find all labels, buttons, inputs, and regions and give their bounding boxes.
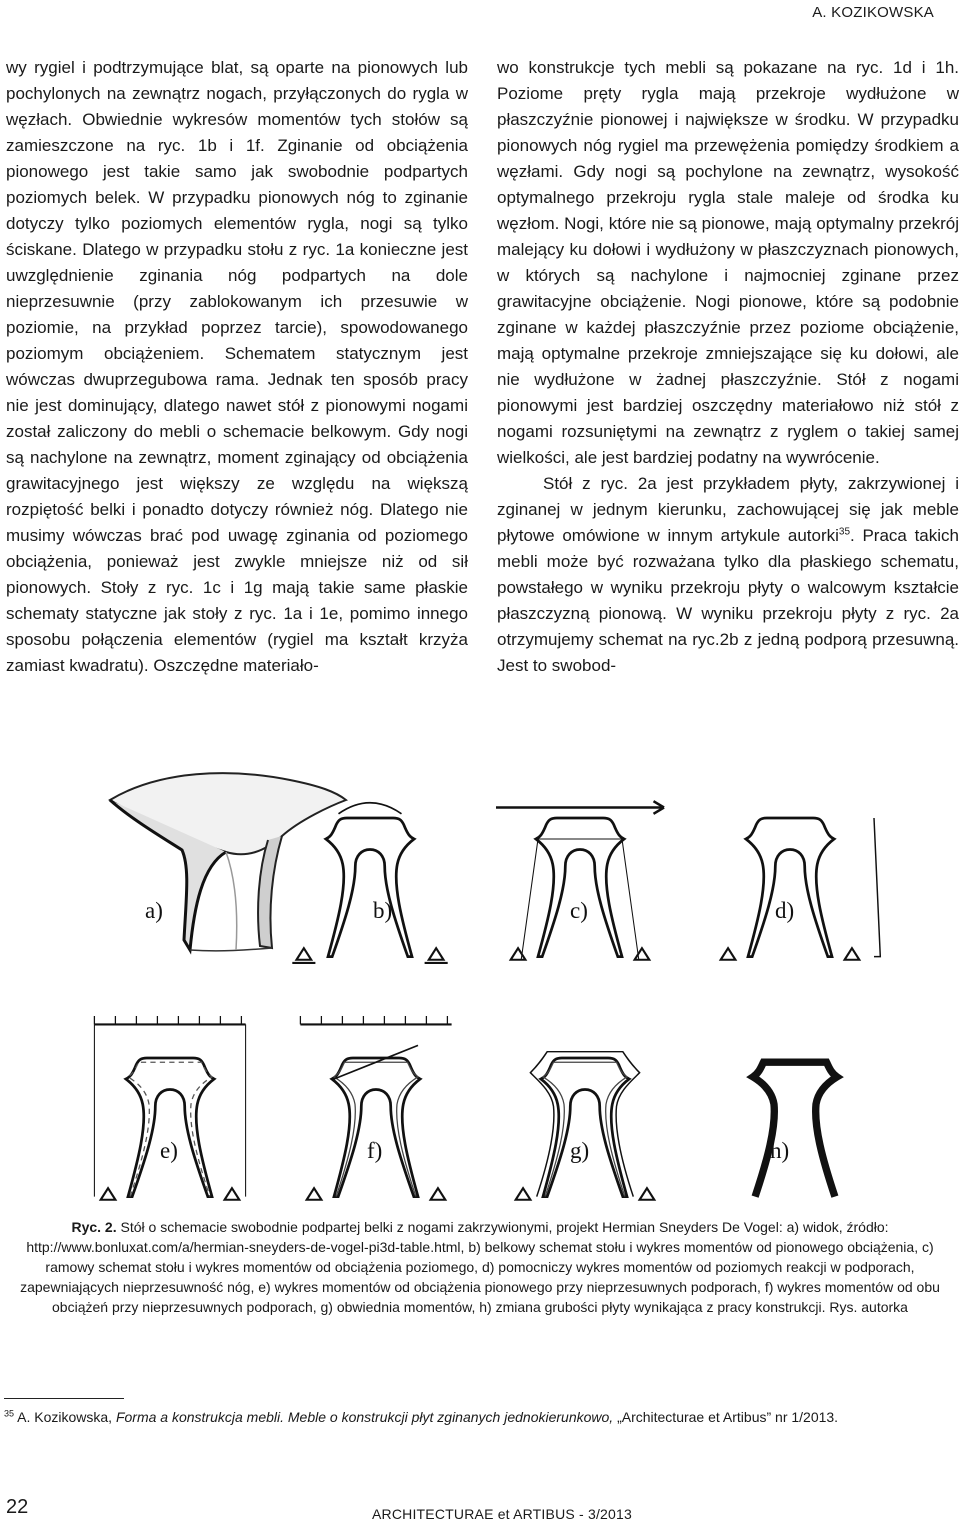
footnote-title: Forma a konstrukcja mebli. Meble o konstrukcji płyt zginanych jednokierunkowo, bbox=[115, 1409, 614, 1425]
left-column-paragraph: wy rygiel i podtrzymujące blat, są oparte na pionowych lub pochylonych na zewnątrz nogach, przyłączonych do rygla w węzłach. Obwiednie wykresów momentów tych stołów są zamieszczone na ryc. 1b i 1f. Zginanie od obciążenia pionowego jest takie samo jak swobodnie podpartych poziomych belek. W przypadku pionowych nóg to zginanie dotyczy tylko poziomych elementów rygla, nogi są tylko ściskane. Dlatego w przypadku stołu z ryc. 1a konieczne jest uwzględnienie zginania nóg podpartych na dole nieprzesuwnie (przy zablokowanym ich przesuwie w poziomie, na przykład poprzez tarcie), spowodowanego poziomym obciążeniem. Schematem statycznym jest wówczas dwuprzegubowa rama. Jednak ten sposób pracy nie jest dominujący, dlatego nawet stół z pionowymi nogami został zaliczony do mebli o schemacie belkowym. Gdy nogi są nachylone na zewnątrz, moment zginający od obciążenia grawitacyjnego jest większy ze względu na większą rozpiętość belki i ponadto dotyczy również nóg. Dlatego nie musimy wówczas brać pod uwagę zginania od poziomego obciążenia, ponieważ jest zwykle mniejsze niż od sił pionowych. Stoły z ryc. 1c i 1g mają takie same płaskie schematy statyczne jak stoły z ryc. 1a i 1e, pomimo innego sposobu połączenia elementów (rygiel ma kształt krzyża zamiast kwadratu). Oszczędne materiało- bbox=[6, 58, 468, 675]
footnote-source: „Architecturae et Artibus” nr 1/2013. bbox=[613, 1409, 839, 1425]
caption-text: Stół o schemacie swobodnie podpartej belki z nogami zakrzywionymi, projekt Hermian Sneyders De Vogel: a) widok, źródło: http://www.bonluxat.com/a/hermian-sneyders-de-vogel-pi3d-table.html, b) belkowy schemat stołu i wykres momentów od pionowego obciążenia, c) ramowy schemat stołu i wykres momentów od obciążenia poziomego, d) pomocniczy wykres momentów od poziomych reakcji w podporach, zapewniających nieprzesuwność nóg, e) wykres momentów od obciążenia pionowego przy nieprzesuwnych podporach, f) wykres momentów od obu obciążeń przy nieprzesuwnych podporach, g) obwiednia momentów, h) zmiana grubości płyty wynikająca z pracy konstrukcji. Rys. autorka bbox=[20, 1219, 940, 1315]
panel-label-g: g) bbox=[570, 1138, 590, 1163]
right-column bbox=[497, 55, 959, 679]
footnote-rule bbox=[4, 1398, 124, 1399]
footnote-author: A. Kozikowska, bbox=[14, 1409, 116, 1425]
panel-a-table-view bbox=[110, 773, 346, 951]
figure-2-drawings bbox=[0, 740, 960, 1210]
panel-label-h: h) bbox=[770, 1138, 790, 1163]
page-number: 22 bbox=[6, 1496, 29, 1518]
left-column bbox=[6, 55, 468, 679]
panel-d-auxiliary-diagram bbox=[721, 818, 881, 960]
footnote-number: 35 bbox=[4, 1408, 15, 1419]
panel-b-beam-scheme bbox=[292, 803, 447, 963]
panel-label-c: c) bbox=[570, 898, 588, 923]
panel-c-frame-scheme bbox=[496, 801, 664, 960]
panel-f-combined-moments bbox=[300, 1016, 451, 1200]
footnote-reference: 35 bbox=[838, 526, 851, 538]
right-column-paragraph-1: wo konstrukcje tych mebli są pokazane na ryc. 1d i 1h. Poziome pręty rygla mają przekroje wydłużone w płaszczyźnie pionowej i największe w środku. W przypadku pionowych nóg rygiel ma przewężenia pomiędzy środkiem a węzłami. Gdy nogi są pochylone na zewnątrz, wysokość optymalnego przekroju rygla stale maleje od środka ku węzłom. Nogi, które nie są pionowe, mają optymalny przekrój malejący ku dołowi i wydłużony w płaszczyznach pionowych, w których są nachylone i najmocniej zginane przez grawitacyjne obciążenie. Nogi pionowe, które są podobnie zginane w każdej płaszczyźnie przez poziome obciążenie, mają optymalne przekroje zmniejszające się ku dołowi, ale nie wydłużone w żadnej płaszczyźnie. Stół z nogami pionowymi jest bardziej oszczędny materiałowo niż stół z nogami rozsuniętymi na zewnątrz z ryglem o takiej samej wielkości, ale jest bardziej podatny na wywrócenie. bbox=[497, 58, 959, 467]
journal-footer: ARCHITECTURAE et ARTIBUS - 3/2013 bbox=[372, 1506, 632, 1522]
figure-2 bbox=[0, 740, 960, 1210]
paragraph-2-text-b: . Praca takich mebli może być rozważana tylko dla płaskiego schematu, powstałego w wyniku przekroju płyty o walcowym kształcie płaszczyzną pionową. W wyniku przekroju płyty z ryc. 2a otrzymujemy schemat na ryc.2b z jedną podporą przesuwną. Jest to swobod- bbox=[497, 526, 959, 675]
caption-label: Ryc. 2. bbox=[71, 1219, 117, 1235]
footnote bbox=[4, 1407, 956, 1427]
panel-label-b: b) bbox=[373, 898, 393, 923]
running-head: A. KOZIKOWSKA bbox=[812, 4, 934, 21]
panel-label-d: d) bbox=[775, 898, 795, 923]
panel-label-a: a) bbox=[145, 898, 163, 923]
panel-h-thickness-variation bbox=[753, 1062, 837, 1196]
panel-e-vertical-load-moments bbox=[94, 1016, 245, 1200]
panel-label-f: f) bbox=[367, 1138, 383, 1163]
panel-label-e: e) bbox=[160, 1138, 178, 1163]
right-column-paragraph-2 bbox=[497, 471, 959, 679]
paragraph-2-text-a: Stół z ryc. 2a jest przykładem płyty, zakrzywionej i zginanej w jednym kierunku, zachowującej się jak meble płytowe omówione w innym artykule autorki bbox=[497, 474, 959, 545]
figure-caption bbox=[4, 1217, 956, 1317]
panel-g-moment-envelope bbox=[516, 1052, 655, 1200]
